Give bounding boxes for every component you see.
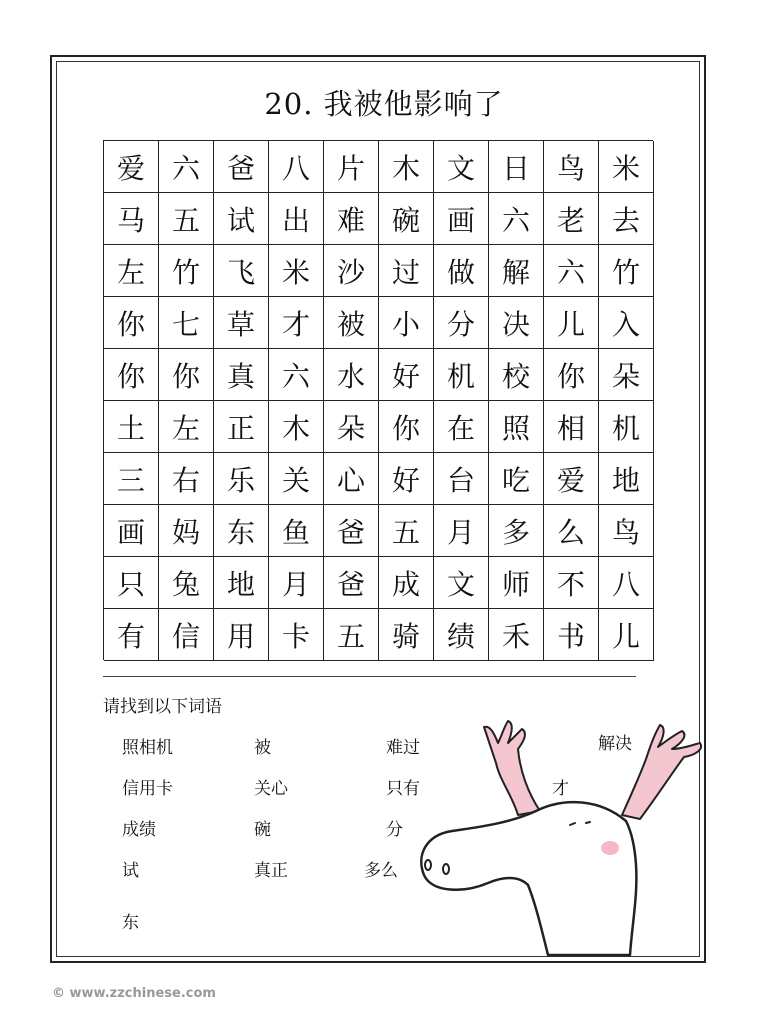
grid-cell: 禾	[489, 609, 544, 661]
grid-cell: 在	[434, 401, 489, 453]
grid-cell: 骑	[379, 609, 434, 661]
grid-cell: 乐	[214, 453, 269, 505]
grid-cell: 儿	[544, 297, 599, 349]
grid-cell: 朵	[599, 349, 654, 401]
grid-cell: 真	[214, 349, 269, 401]
word-item: 只有	[386, 779, 420, 799]
word-item: 被	[254, 738, 271, 758]
grid-cell: 爱	[104, 141, 159, 193]
grid-cell: 用	[214, 609, 269, 661]
grid-cell: 小	[379, 297, 434, 349]
grid-cell: 机	[599, 401, 654, 453]
worksheet-title: 20. 我被他影响了	[264, 87, 504, 121]
word-item: 多么	[364, 861, 398, 881]
grid-cell: 画	[104, 505, 159, 557]
grid-cell: 信	[159, 609, 214, 661]
grid-cell: 关	[269, 453, 324, 505]
grid-cell: 难	[324, 193, 379, 245]
grid-cell: 日	[489, 141, 544, 193]
grid-cell: 文	[434, 141, 489, 193]
grid-cell: 木	[269, 401, 324, 453]
word-item: 才	[552, 779, 569, 799]
grid-cell: 绩	[434, 609, 489, 661]
grid-cell: 马	[104, 193, 159, 245]
grid-cell: 不	[544, 557, 599, 609]
grid-cell: 只	[104, 557, 159, 609]
grid-cell: 出	[269, 193, 324, 245]
grid-cell: 师	[489, 557, 544, 609]
word-item: 东	[122, 913, 139, 933]
grid-cell: 校	[489, 349, 544, 401]
grid-cell: 好	[379, 349, 434, 401]
grid-cell: 你	[104, 297, 159, 349]
copyright-footer: © www.zzchinese.com	[52, 986, 216, 1001]
grid-cell: 月	[434, 505, 489, 557]
grid-cell: 朵	[324, 401, 379, 453]
grid-cell: 左	[159, 401, 214, 453]
grid-cell: 你	[544, 349, 599, 401]
grid-cell: 左	[104, 245, 159, 297]
grid-cell: 解	[489, 245, 544, 297]
grid-cell: 妈	[159, 505, 214, 557]
grid-cell: 木	[379, 141, 434, 193]
grid-cell: 卡	[269, 609, 324, 661]
grid-cell: 鸟	[544, 141, 599, 193]
grid-cell: 六	[489, 193, 544, 245]
word-item: 难过	[386, 738, 420, 758]
word-item: 碗	[254, 820, 271, 840]
grid-cell: 八	[599, 557, 654, 609]
grid-cell: 被	[324, 297, 379, 349]
grid-cell: 七	[159, 297, 214, 349]
word-item: 真正	[254, 861, 288, 881]
word-item: 关心	[254, 779, 288, 799]
grid-cell: 鱼	[269, 505, 324, 557]
grid-cell: 成	[379, 557, 434, 609]
grid-cell: 六	[159, 141, 214, 193]
grid-cell: 才	[269, 297, 324, 349]
grid-cell: 土	[104, 401, 159, 453]
divider	[103, 676, 636, 677]
grid-cell: 五	[159, 193, 214, 245]
grid-cell: 文	[434, 557, 489, 609]
grid-cell: 心	[324, 453, 379, 505]
word-item: 信用卡	[122, 779, 173, 799]
grid-cell: 机	[434, 349, 489, 401]
grid-cell: 东	[214, 505, 269, 557]
moose-head	[421, 802, 636, 955]
grid-cell: 爸	[324, 505, 379, 557]
grid-cell: 五	[379, 505, 434, 557]
grid-cell: 三	[104, 453, 159, 505]
grid-cell: 右	[159, 453, 214, 505]
grid-cell: 片	[324, 141, 379, 193]
grid-cell: 台	[434, 453, 489, 505]
grid-cell: 兔	[159, 557, 214, 609]
grid-cell: 六	[269, 349, 324, 401]
grid-cell: 你	[159, 349, 214, 401]
grid-cell: 去	[599, 193, 654, 245]
instruction-text: 请找到以下词语	[103, 697, 222, 717]
grid-cell: 碗	[379, 193, 434, 245]
grid-cell: 书	[544, 609, 599, 661]
grid-cell: 爱	[544, 453, 599, 505]
grid-cell: 你	[104, 349, 159, 401]
moose-cheek	[601, 841, 619, 855]
word-item: 照相机	[122, 738, 173, 758]
grid-cell: 儿	[599, 609, 654, 661]
moose-illustration	[400, 715, 720, 965]
grid-cell: 草	[214, 297, 269, 349]
grid-cell: 做	[434, 245, 489, 297]
grid-cell: 好	[379, 453, 434, 505]
left-antler	[484, 721, 540, 815]
grid-cell: 八	[269, 141, 324, 193]
grid-cell: 过	[379, 245, 434, 297]
grid-cell: 竹	[159, 245, 214, 297]
grid-cell: 试	[214, 193, 269, 245]
grid-cell: 正	[214, 401, 269, 453]
grid-cell: 竹	[599, 245, 654, 297]
grid-cell: 沙	[324, 245, 379, 297]
grid-cell: 多	[489, 505, 544, 557]
grid-cell: 五	[324, 609, 379, 661]
grid-cell: 地	[599, 453, 654, 505]
word-item: 分	[386, 820, 403, 840]
word-item: 解决	[598, 734, 632, 754]
grid-cell: 有	[104, 609, 159, 661]
grid-cell: 画	[434, 193, 489, 245]
grid-cell: 地	[214, 557, 269, 609]
word-item: 成绩	[122, 820, 156, 840]
grid-cell: 米	[599, 141, 654, 193]
grid-cell: 么	[544, 505, 599, 557]
character-grid	[103, 140, 653, 660]
grid-cell: 决	[489, 297, 544, 349]
right-antler	[622, 725, 701, 819]
grid-cell: 分	[434, 297, 489, 349]
grid-cell: 照	[489, 401, 544, 453]
grid-cell: 入	[599, 297, 654, 349]
grid-cell: 爸	[214, 141, 269, 193]
grid-cell: 吃	[489, 453, 544, 505]
grid-cell: 月	[269, 557, 324, 609]
grid-cell: 六	[544, 245, 599, 297]
grid-cell: 米	[269, 245, 324, 297]
word-item: 试	[122, 861, 139, 881]
grid-cell: 你	[379, 401, 434, 453]
grid-cell: 爸	[324, 557, 379, 609]
grid-cell: 相	[544, 401, 599, 453]
grid-cell: 老	[544, 193, 599, 245]
grid-cell: 水	[324, 349, 379, 401]
grid-cell: 飞	[214, 245, 269, 297]
moose-eye-icon	[586, 822, 590, 823]
grid-cell: 鸟	[599, 505, 654, 557]
